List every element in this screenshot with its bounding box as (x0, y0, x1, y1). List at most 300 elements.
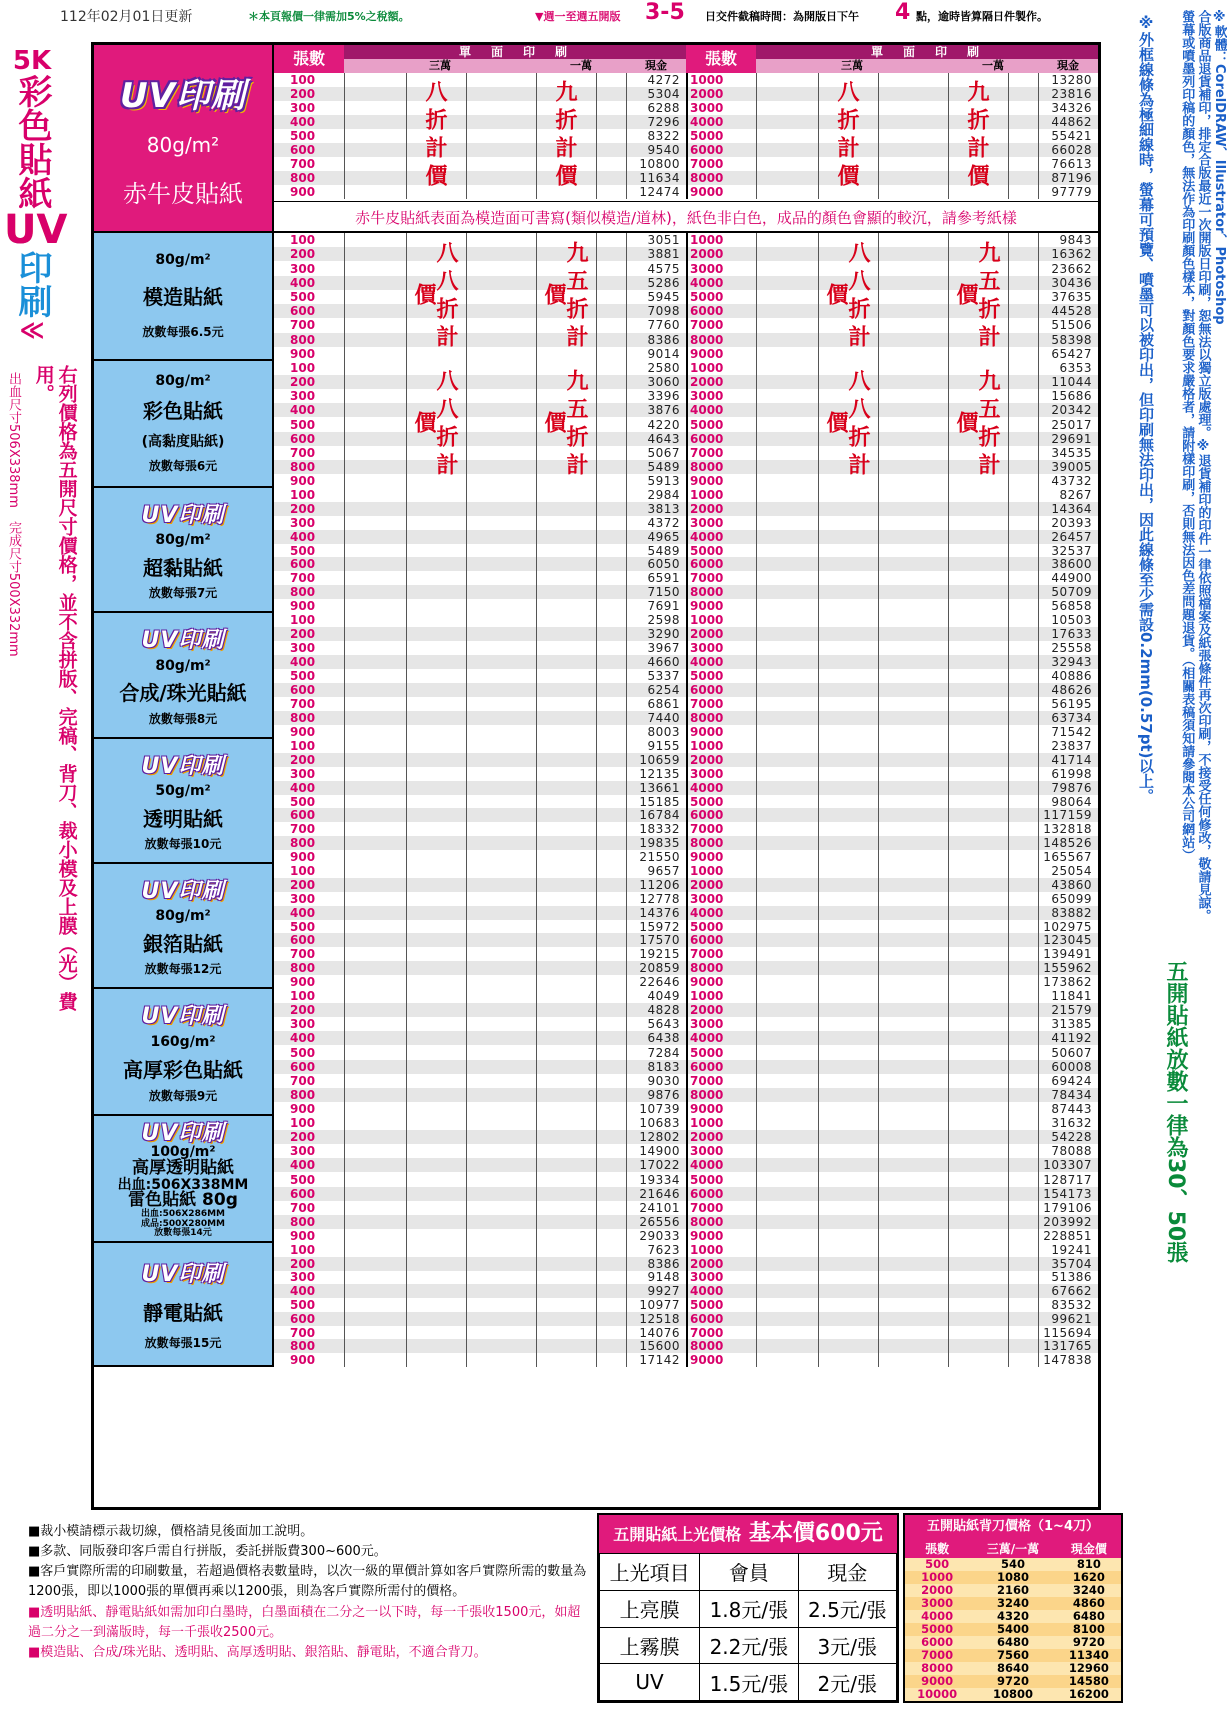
quantity-cell: 400 (290, 780, 316, 795)
uv-logo: UV印刷 (141, 502, 225, 528)
column-divider (536, 613, 537, 739)
allowance-note: 放數每張12元 (144, 962, 222, 977)
price-cell: 43732 (1051, 473, 1092, 488)
column-divider (948, 233, 949, 361)
price-cell: 7760 (647, 318, 680, 333)
quantity-cell: 2000 (690, 627, 724, 641)
paper-finish-2: 成品:500X280MM (140, 1218, 226, 1229)
column-divider (406, 739, 407, 864)
price-cell: 4220 (647, 417, 680, 432)
section-label (94, 864, 274, 987)
quantity-cell: 6000 (690, 933, 724, 948)
price-cell: 5945 (647, 290, 680, 304)
price-cell: 7284 (647, 1045, 680, 1060)
section-grid (274, 1116, 1098, 1243)
quantity-cell: 200 (290, 877, 316, 892)
price-cell: 97779 (1051, 185, 1092, 199)
quantity-cell: 2000 (690, 375, 724, 390)
quantity-cell: 1000 (690, 738, 724, 753)
quantity-cell: 7000 (690, 1325, 724, 1340)
quantity-cell: 8000 (690, 711, 724, 725)
price-cell: 6861 (647, 697, 680, 711)
column-divider (686, 233, 688, 361)
gloss-member: 1.8元/張 (700, 1590, 798, 1627)
price-cell: 4643 (647, 431, 680, 446)
column-divider (536, 488, 537, 613)
blade-cash-price: 8100 (1057, 1623, 1121, 1636)
column-divider (344, 864, 345, 989)
price-cell: 38600 (1051, 557, 1092, 572)
price-cell: 16362 (1051, 247, 1092, 262)
price-cell: 25054 (1051, 863, 1092, 878)
price-cell: 10800 (639, 157, 680, 171)
price-cell: 2984 (647, 487, 680, 502)
blade-cash-price: 16200 (1068, 1687, 1109, 1701)
quantity-cell: 700 (290, 445, 316, 460)
column-divider (756, 361, 757, 488)
header-bar (60, 0, 1120, 26)
price-cell: 54228 (1051, 1130, 1092, 1145)
column-divider (466, 739, 467, 864)
price-cell: 9927 (647, 1284, 680, 1299)
blade-cash-price: 3240 (1072, 1583, 1105, 1597)
price-cell: 39005 (1051, 459, 1092, 474)
quantity-cell: 1000 (690, 233, 724, 248)
column-divider (686, 73, 688, 199)
quantity-cell: 200 (290, 375, 316, 390)
price-cell: 26457 (1051, 529, 1092, 544)
price-cell: 17142 (639, 1353, 680, 1368)
gloss-member: 1.5元/張 (700, 1664, 798, 1701)
quantity-cell: 100 (290, 863, 316, 878)
price-cell: 23816 (1051, 87, 1092, 101)
quantity-cell: 300 (290, 766, 316, 781)
discount-label: 八折計價 (422, 80, 447, 192)
column-divider (406, 361, 407, 488)
price-cell: 203992 (1043, 1214, 1092, 1229)
price-cell: 30436 (1051, 275, 1092, 290)
price-cell: 65099 (1051, 891, 1092, 906)
price-cell: 12778 (639, 891, 680, 906)
section-label (94, 1243, 274, 1365)
price-cell: 2598 (647, 613, 680, 627)
section-3 (94, 488, 1098, 613)
price-cell: 6438 (647, 1031, 680, 1046)
quantity-cell: 6000 (690, 1186, 724, 1201)
column-divider (756, 488, 757, 613)
quantity-cell: 300 (290, 515, 316, 530)
column-divider (596, 361, 597, 488)
quantity-cell: 500 (290, 129, 316, 143)
quantity-cell: 900 (290, 975, 316, 990)
quantity-cell: 700 (290, 1325, 316, 1340)
quantity-cell: 200 (290, 501, 316, 516)
blade-cash-price: 12960 (1068, 1661, 1109, 1675)
price-cell: 147838 (1043, 1353, 1092, 1368)
column-divider (466, 989, 467, 1116)
allowance-note: 放數每張8元 (148, 712, 218, 727)
after-label: 點，逾時皆算隔日件製作。 (916, 10, 1048, 23)
quantity-cell: 400 (290, 1158, 316, 1173)
price-cell: 65427 (1051, 346, 1092, 361)
quantity-cell: 2000 (690, 1003, 724, 1018)
price-cell: 102975 (1043, 919, 1092, 934)
price-cell: 5286 (647, 275, 680, 290)
price-cell: 87443 (1051, 1101, 1092, 1116)
quantity-cell: 2000 (690, 877, 724, 892)
price-cell: 6353 (1059, 361, 1092, 376)
paper-name: 赤牛皮貼紙 (123, 179, 243, 208)
column-divider (818, 739, 819, 864)
price-cell: 3813 (647, 501, 680, 516)
column-divider (948, 739, 949, 864)
gloss-cash: 2.5元/張 (798, 1590, 896, 1627)
header-cash: 現金 (1038, 59, 1098, 73)
gloss-item: 上霧膜 (600, 1627, 700, 1664)
column-divider (406, 989, 407, 1116)
quantity-cell: 500 (290, 919, 316, 934)
column-divider (878, 488, 879, 613)
price-cell: 23837 (1051, 738, 1092, 753)
quantity-cell: 100 (290, 73, 316, 87)
section-grid (274, 73, 1098, 199)
paper-name-2: 雷色貼紙 80g (128, 1190, 238, 1211)
price-cell: 3876 (647, 403, 680, 418)
column-divider (596, 1116, 597, 1243)
blade-title: 五開貼紙背刀價格（1~4刀） (905, 1515, 1121, 1539)
gloss-cash: 2元/張 (798, 1664, 896, 1701)
column-divider (596, 613, 597, 739)
quantity-cell: 400 (290, 905, 316, 920)
discount-label: 九五折計價 (541, 241, 588, 353)
column-divider (948, 361, 949, 488)
paper-name: 高厚彩色貼紙 (123, 1058, 243, 1082)
quantity-cell: 4000 (690, 655, 724, 669)
column-divider (948, 1116, 949, 1243)
title-uv: UV (4, 207, 68, 253)
section-grid (274, 1243, 1098, 1367)
quantity-cell: 4000 (690, 115, 724, 129)
quantity-cell: 3000 (690, 101, 724, 115)
quantity-cell: 200 (290, 627, 316, 641)
discount-label: 八八折計價 (823, 241, 870, 353)
gloss-item: UV (600, 1664, 700, 1701)
blade-cash-price: 14580 (1057, 1675, 1121, 1688)
blade-cash-price: 1620 (1057, 1571, 1121, 1584)
price-cell: 16784 (639, 808, 680, 823)
quantity-cell: 100 (290, 613, 316, 627)
label-stack (94, 989, 272, 1114)
section-label (94, 488, 274, 611)
price-cell: 78434 (1051, 1087, 1092, 1102)
price-cell: 71542 (1051, 725, 1092, 739)
quantity-cell: 700 (290, 822, 316, 837)
blade-qty: 7000 (905, 1649, 969, 1662)
quantity-cell: 800 (290, 585, 316, 600)
price-cell: 154173 (1043, 1186, 1092, 1201)
column-divider (686, 361, 688, 488)
quantity-cell: 200 (290, 1256, 316, 1271)
column-divider (596, 864, 597, 989)
quantity-cell: 200 (290, 1003, 316, 1018)
gloss-item: 上亮膜 (600, 1590, 700, 1627)
column-divider (1008, 1243, 1009, 1367)
column-divider (344, 361, 345, 488)
quantity-cell: 200 (290, 87, 316, 101)
blade-cash-price: 6480 (1072, 1609, 1105, 1623)
quantity-cell: 8000 (690, 1214, 724, 1229)
bottom-notes (28, 1522, 588, 1663)
quantity-cell: 8000 (690, 836, 724, 851)
uv-logo: UV印刷 (120, 75, 246, 116)
quantity-cell: 300 (290, 1017, 316, 1032)
price-cell: 9876 (647, 1087, 680, 1102)
price-cell: 20859 (639, 961, 680, 976)
quantity-cell: 300 (290, 1270, 316, 1285)
column-divider (878, 864, 879, 989)
quantity-cell: 100 (290, 1116, 316, 1131)
blade-qty: 10000 (917, 1687, 958, 1701)
allowance-note: 放數每張15元 (144, 1335, 222, 1350)
quantity-cell: 4000 (690, 1284, 724, 1299)
quantity-cell: 5000 (690, 290, 724, 304)
price-cell: 26556 (639, 1214, 680, 1229)
column-divider (1008, 864, 1009, 989)
column-divider (536, 1116, 537, 1243)
column-divider (878, 739, 879, 864)
price-cell: 5643 (647, 1017, 680, 1032)
section-2 (94, 361, 1098, 488)
blade-member-price: 540 (1000, 1557, 1025, 1571)
gloss-table (599, 1553, 897, 1701)
price-cell: 99621 (1051, 1311, 1092, 1326)
price-cell: 9843 (1059, 233, 1092, 248)
price-cell: 139491 (1043, 947, 1092, 962)
quantity-cell: 6000 (690, 808, 724, 823)
price-cell: 13661 (639, 780, 680, 795)
price-cell: 11044 (1051, 375, 1092, 390)
price-cell: 8386 (647, 1256, 680, 1271)
column-divider (756, 73, 757, 199)
column-divider (948, 488, 949, 613)
gloss-base-price: 基本價600元 (748, 1521, 883, 1546)
blade-qty: 9000 (905, 1675, 969, 1688)
quantity-cell: 4000 (690, 905, 724, 920)
quantity-cell: 6000 (690, 431, 724, 446)
price-cell: 76613 (1051, 157, 1092, 171)
quantity-cell: 9000 (690, 346, 724, 361)
allowance-note: 放數每張6.5元 (142, 325, 224, 339)
quantity-cell: 7000 (690, 947, 724, 962)
price-cell: 9148 (647, 1270, 680, 1285)
allowance-note: 放數每張9元 (148, 1089, 218, 1103)
column-divider (406, 1243, 407, 1367)
allowance-note: 放數每張10元 (144, 837, 222, 852)
quantity-cell: 800 (290, 459, 316, 474)
quantity-cell: 9000 (690, 1228, 724, 1243)
gloss-cash: 3元/張 (798, 1627, 896, 1664)
paper-name: 靜電貼紙 (143, 1300, 223, 1325)
paper-weight: 80g/m² (155, 373, 211, 390)
price-cell: 148526 (1043, 836, 1092, 851)
price-cell: 10683 (639, 1116, 680, 1131)
discount-label: 八八折計價 (411, 368, 458, 481)
column-divider (948, 613, 949, 739)
column-divider (818, 1243, 819, 1367)
price-cell: 14900 (639, 1144, 680, 1159)
blade-qty: 3000 (905, 1597, 969, 1610)
price-cell: 25558 (1051, 641, 1092, 655)
quantity-cell: 500 (290, 417, 316, 432)
quantity-cell: 1000 (690, 1242, 724, 1257)
column-divider (756, 613, 757, 739)
column-divider (686, 613, 688, 739)
blade-member-price: 6480 (996, 1635, 1029, 1649)
blade-member-price: 1080 (969, 1571, 1056, 1584)
quantity-cell: 700 (290, 1073, 316, 1088)
quantity-cell: 900 (290, 1101, 316, 1116)
quantity-cell: 8000 (690, 1087, 724, 1102)
price-cell: 3396 (647, 389, 680, 404)
price-cell: 32537 (1051, 543, 1092, 558)
header-single-side: 單 面 印 刷 (344, 45, 686, 59)
column-divider (818, 613, 819, 739)
price-cell: 7691 (647, 599, 680, 614)
title-print: 印刷 (12, 250, 52, 318)
quantity-cell: 100 (290, 738, 316, 753)
price-cell: 4372 (647, 515, 680, 530)
allowance-note: 放數每張7元 (148, 586, 218, 601)
column-divider (878, 1243, 879, 1367)
quantity-cell: 900 (290, 725, 316, 739)
column-divider (818, 73, 819, 199)
blade-member-price: 3240 (969, 1597, 1056, 1610)
quantity-cell: 9000 (690, 725, 724, 739)
quantity-cell: 4000 (690, 1158, 724, 1173)
paper-name: 模造貼紙 (143, 285, 223, 309)
price-cell: 4049 (647, 989, 680, 1004)
discount-label: 八八折計價 (411, 241, 458, 353)
price-cell: 67662 (1051, 1284, 1092, 1299)
quantity-cell: 700 (290, 1200, 316, 1215)
price-cell: 4828 (647, 1003, 680, 1018)
column-divider (406, 73, 407, 199)
gloss-title (599, 1515, 897, 1553)
price-cell: 5337 (647, 669, 680, 683)
column-divider (878, 233, 879, 361)
price-cell: 12135 (639, 766, 680, 781)
quantity-cell: 5000 (690, 669, 724, 683)
quantity-cell: 200 (290, 752, 316, 767)
quantity-cell: 1000 (690, 361, 724, 376)
header-ten: 一萬 (948, 59, 1038, 73)
price-cell: 20393 (1051, 515, 1092, 530)
price-cell: 17570 (639, 933, 680, 948)
price-cell: 10739 (639, 1101, 680, 1116)
price-cell: 11206 (639, 877, 680, 892)
right-note-software (1178, 10, 1227, 940)
price-cell: 61998 (1051, 766, 1092, 781)
price-cell: 66028 (1051, 143, 1092, 157)
quantity-cell: 500 (290, 543, 316, 558)
column-divider (596, 989, 597, 1116)
price-cell: 9657 (647, 863, 680, 878)
price-cell: 6050 (647, 557, 680, 572)
price-cell: 2580 (647, 361, 680, 376)
price-cell: 5304 (647, 87, 680, 101)
column-divider (344, 488, 345, 613)
price-cell: 7150 (647, 585, 680, 600)
blade-member-price: 2160 (996, 1583, 1029, 1597)
bottom-note-item: ■模造貼、合成/珠光貼、透明貼、高厚透明貼、銀箔貼、靜電貼，不適合背刀。 (28, 1644, 487, 1660)
blade-cash-price: 810 (1076, 1557, 1101, 1571)
quantity-cell: 1000 (690, 73, 724, 87)
price-cell: 3060 (647, 375, 680, 390)
quantity-cell: 8000 (690, 332, 724, 347)
quantity-cell: 7000 (690, 1073, 724, 1088)
column-divider (1008, 613, 1009, 739)
section-label (94, 1116, 274, 1241)
price-cell: 165567 (1043, 850, 1092, 865)
quantity-cell: 600 (290, 933, 316, 948)
column-divider (344, 233, 345, 361)
quantity-cell: 900 (290, 1228, 316, 1243)
blade-qty: 2000 (921, 1583, 954, 1597)
quantity-cell: 100 (290, 361, 316, 376)
allowance-note: 放數每張6元 (148, 458, 218, 473)
price-cell: 11841 (1051, 989, 1092, 1004)
paper-name: 彩色貼紙 (143, 399, 223, 424)
blade-header-cash: 現金價 (1057, 1539, 1121, 1558)
header-qty-cell: 張數 (686, 45, 757, 73)
header-thirty: 三萬 (756, 59, 948, 73)
price-cell: 83882 (1051, 905, 1092, 920)
paper-weight: 50g/m² (155, 783, 211, 800)
closing-label: 日交件截稿時間：為開版日下午 (705, 10, 859, 23)
quantity-cell: 300 (290, 101, 316, 115)
column-divider (536, 989, 537, 1116)
price-cell: 3881 (647, 247, 680, 262)
section-1 (94, 233, 1098, 361)
section-label (94, 739, 274, 862)
blade-cash-price: 9720 (1072, 1635, 1105, 1649)
price-cell: 9540 (647, 143, 680, 157)
header-qty-cell: 張數 (274, 45, 345, 73)
column-divider (596, 739, 597, 864)
price-cell: 63734 (1051, 711, 1092, 725)
column-divider (536, 739, 537, 864)
column-divider (596, 233, 597, 361)
quantity-cell: 7000 (690, 318, 724, 333)
quantity-cell: 100 (290, 1242, 316, 1257)
price-cell: 20342 (1051, 403, 1092, 418)
quantity-cell: 700 (290, 318, 316, 333)
quantity-cell: 7000 (690, 822, 724, 837)
bottom-note-item: ■多款、同版發印客戶需自行拼版，委託拼版費300~600元。 (28, 1544, 387, 1560)
quantity-cell: 500 (290, 1045, 316, 1060)
quantity-cell: 9000 (690, 1101, 724, 1116)
column-divider (756, 989, 757, 1116)
quantity-cell: 1000 (690, 613, 724, 627)
price-cell: 51386 (1051, 1270, 1092, 1285)
column-divider (406, 1116, 407, 1243)
paper-name: 透明貼紙 (143, 806, 223, 831)
quantity-cell: 2000 (690, 501, 724, 516)
quantity-cell: 900 (290, 599, 316, 614)
uv-logo: UV印刷 (141, 753, 225, 779)
quantity-cell: 9000 (690, 850, 724, 865)
price-cell: 6591 (647, 571, 680, 586)
